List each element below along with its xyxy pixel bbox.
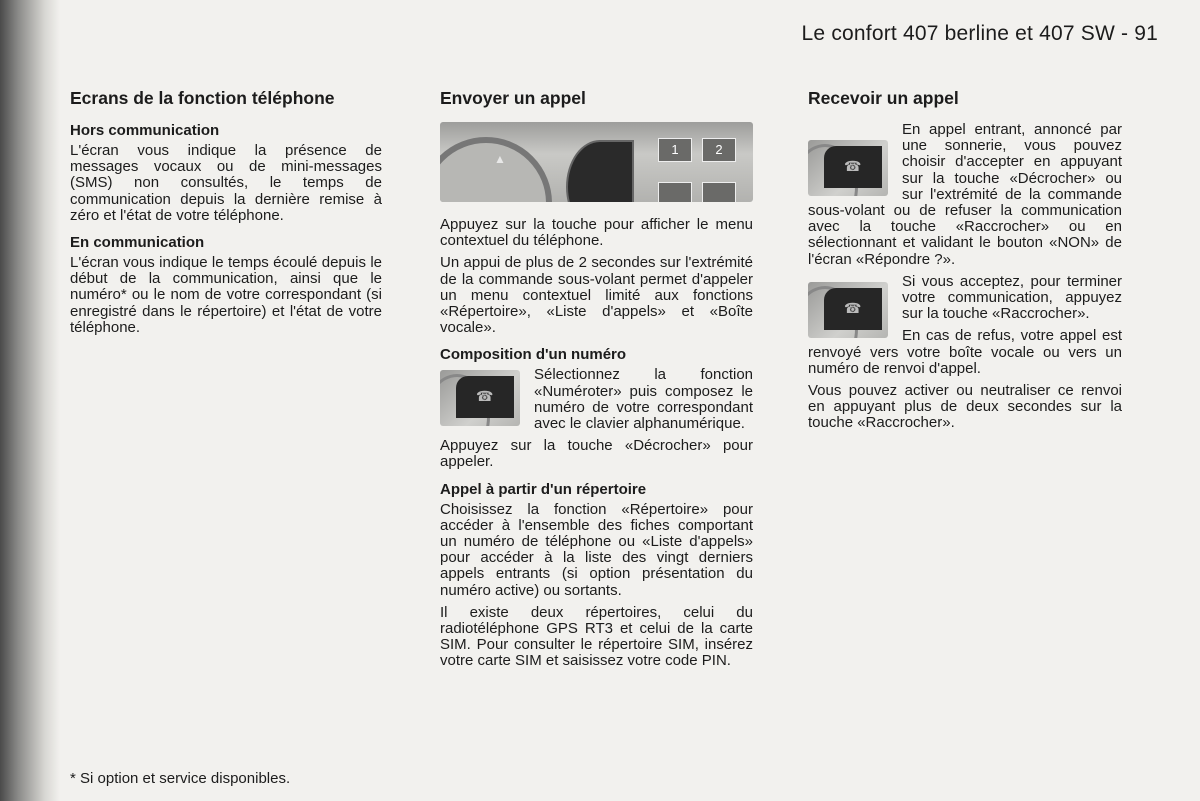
paragraph-press-key: Appuyez sur la touche pour afficher le menu contextuel du téléphone. xyxy=(440,216,753,250)
phone-key-photo xyxy=(440,370,520,426)
preset-button-4 xyxy=(658,182,692,202)
hangup-key-photo xyxy=(808,282,888,338)
column-phone-screens xyxy=(70,88,382,342)
preset-button-1: 1 xyxy=(658,138,692,162)
footnote: * Si option et service disponibles. xyxy=(70,770,291,787)
subheading-off-call: Hors communication xyxy=(70,122,220,139)
paragraph-directory: Choisissez la fonction «Répertoire» pour accéder à l'ensemble des fiches comportant un numéro de téléphone ou «Liste d'appels» pour accéder à la liste des vingt derniers appels entrants (si option présentation du numéro active) ou sortants. xyxy=(440,500,753,599)
paragraph-in-call: L'écran vous indique le temps écoulé depuis le début de la communication, ainsi que le numéro* ou le nom de votre correspondant (si enregistré dans le répertoire) et l'état de votre téléphone. xyxy=(70,254,382,336)
paragraph-off-call: L'écran vous indique la présence de messages vocaux ou de mini-messages (SMS) non consultés, le temps de communication depuis la dernière remise à zéro et l'état de votre téléphone. xyxy=(70,142,382,224)
subheading-in-call: En communication xyxy=(70,234,205,252)
column-receive-call xyxy=(808,88,1122,438)
column-send-call xyxy=(440,88,753,676)
paragraph-two-directories: Il existe deux répertoires, celui du radiotéléphone GPS RT3 et celui de la carte SIM. Pour consulter le répertoire SIM, insérez votre carte SIM et saisissez votre code PIN. xyxy=(440,603,753,670)
heading-receive-call: Recevoir un appel xyxy=(808,88,959,108)
preset-button-5 xyxy=(702,182,736,202)
phone-key xyxy=(566,140,634,202)
paragraph-accept-call: Si vous acceptez, pour terminer votre communication, appuyez sur la touche «Raccrocher». xyxy=(902,272,1122,323)
subheading-directory-call: Appel à partir d'un répertoire xyxy=(440,480,647,498)
answer-key-photo xyxy=(808,140,888,196)
paragraph-refuse-call: En cas de refus, votre appel est renvoyé vers votre boîte vocale ou vers un numéro de renvoi d'appel. xyxy=(808,327,1122,377)
radio-panel-photo xyxy=(440,122,753,202)
heading-send-call: Envoyer un appel xyxy=(440,88,586,108)
subheading-dial-number: Composition d'un numéro xyxy=(440,346,627,364)
paragraph-press-answer: Appuyez sur la touche «Décrocher» pour appeler. xyxy=(440,437,753,471)
paragraph-incoming-call: En appel entrant, annoncé par une sonnerie, vous pouvez choisir d'accepter en appuyant sur la touche «Décrocher» ou sur l'extrémité de la commande sous-volant ou de refuser la communication avec la touche «Raccrocher» ou en sélectionnant et validant le bouton «NON» de l'écran «Répondre ?». xyxy=(808,121,1122,268)
handset-icon: ☎ xyxy=(844,158,862,174)
paragraph-forwarding: Vous pouvez activer ou neutraliser ce renvoi en appuyant plus de deux secondes sur la touche «Raccrocher». xyxy=(808,382,1122,432)
paragraph-long-press: Un appui de plus de 2 secondes sur l'extrémité de la commande sous-volant permet d'appeler un menu contextuel limité aux fonctions «Répertoire», «Liste d'appels» et «Boîte vocale». xyxy=(440,254,753,337)
heading-phone-screens: Ecrans de la fonction téléphone xyxy=(70,88,335,108)
warning-triangle-icon: ▲ xyxy=(494,152,506,166)
page-binding-shadow xyxy=(0,0,60,801)
handset-icon: ☎ xyxy=(844,299,862,316)
paragraph-dial-number: Sélectionnez la fonction «Numéroter» puis composez le numéro de votre correspondant avec le clavier alphanumérique. xyxy=(534,366,753,433)
page-header-title: Le confort 407 berline et 407 SW - 91 xyxy=(801,22,1158,45)
preset-button-2: 2 xyxy=(702,138,736,162)
handset-icon: ☎ xyxy=(476,388,494,405)
